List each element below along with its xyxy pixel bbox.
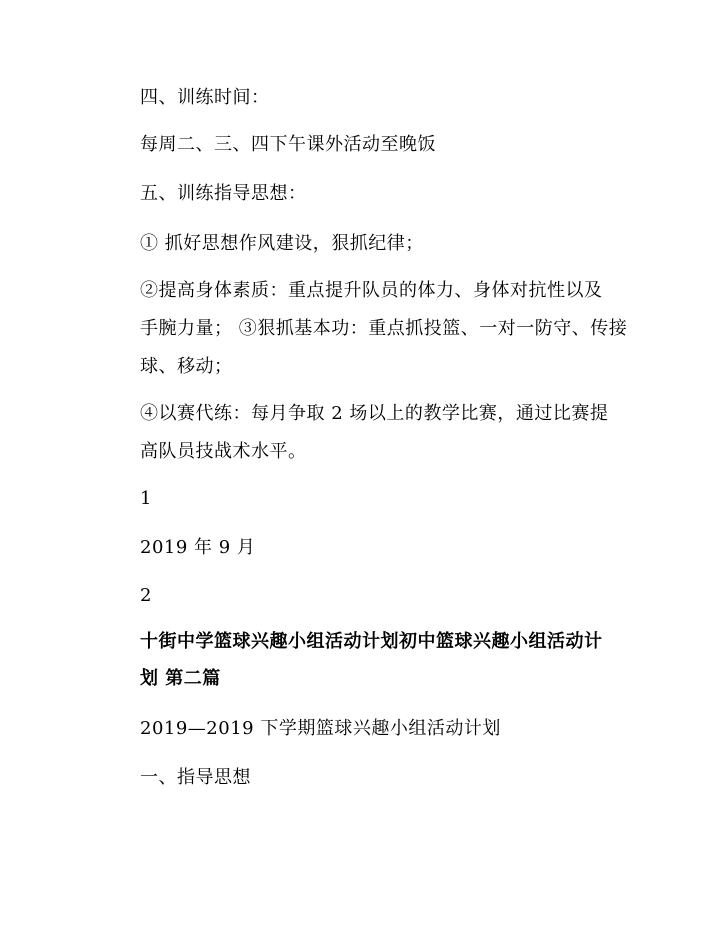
paragraph-line: 高队员技战术水平。 xyxy=(140,441,307,462)
guiding-point-2-3 xyxy=(140,275,628,383)
paragraph-line: 球、移动； xyxy=(140,356,233,377)
paragraph-line: ④以赛代练：每月争取 2 场以上的教学比赛，通过比赛提 xyxy=(140,403,609,424)
plan-subtitle: 2019—2019 下学期篮球兴趣小组活动计划 xyxy=(140,718,501,739)
heading-line: 划 第二篇 xyxy=(140,668,221,689)
date-text: 2019 年 9 月 xyxy=(140,537,256,558)
training-time-text: 每周二、三、四下午课外活动至晚饭 xyxy=(140,134,436,155)
paragraph-line: ②提高身体素质：重点提升队员的体力、身体对抗性以及 xyxy=(140,280,603,301)
paragraph-line: 手腕力量； ③狠抓基本功：重点抓投篮、一对一防守、传接 xyxy=(140,318,628,339)
section-heading xyxy=(140,626,612,695)
section-guiding-ideology: 一、指导思想 xyxy=(140,767,251,788)
page-number-1: 1 xyxy=(140,488,152,509)
section-training-time-heading: 四、训练时间： xyxy=(140,87,270,108)
page-number-2: 2 xyxy=(140,585,152,606)
guiding-point-1: ① 抓好思想作风建设，狠抓纪律； xyxy=(140,233,424,254)
guiding-point-4 xyxy=(140,398,612,468)
heading-line: 十街中学篮球兴趣小组活动计划初中篮球兴趣小组活动计 xyxy=(140,631,603,652)
section-guiding-ideas-heading: 五、训练指导思想： xyxy=(140,183,307,204)
